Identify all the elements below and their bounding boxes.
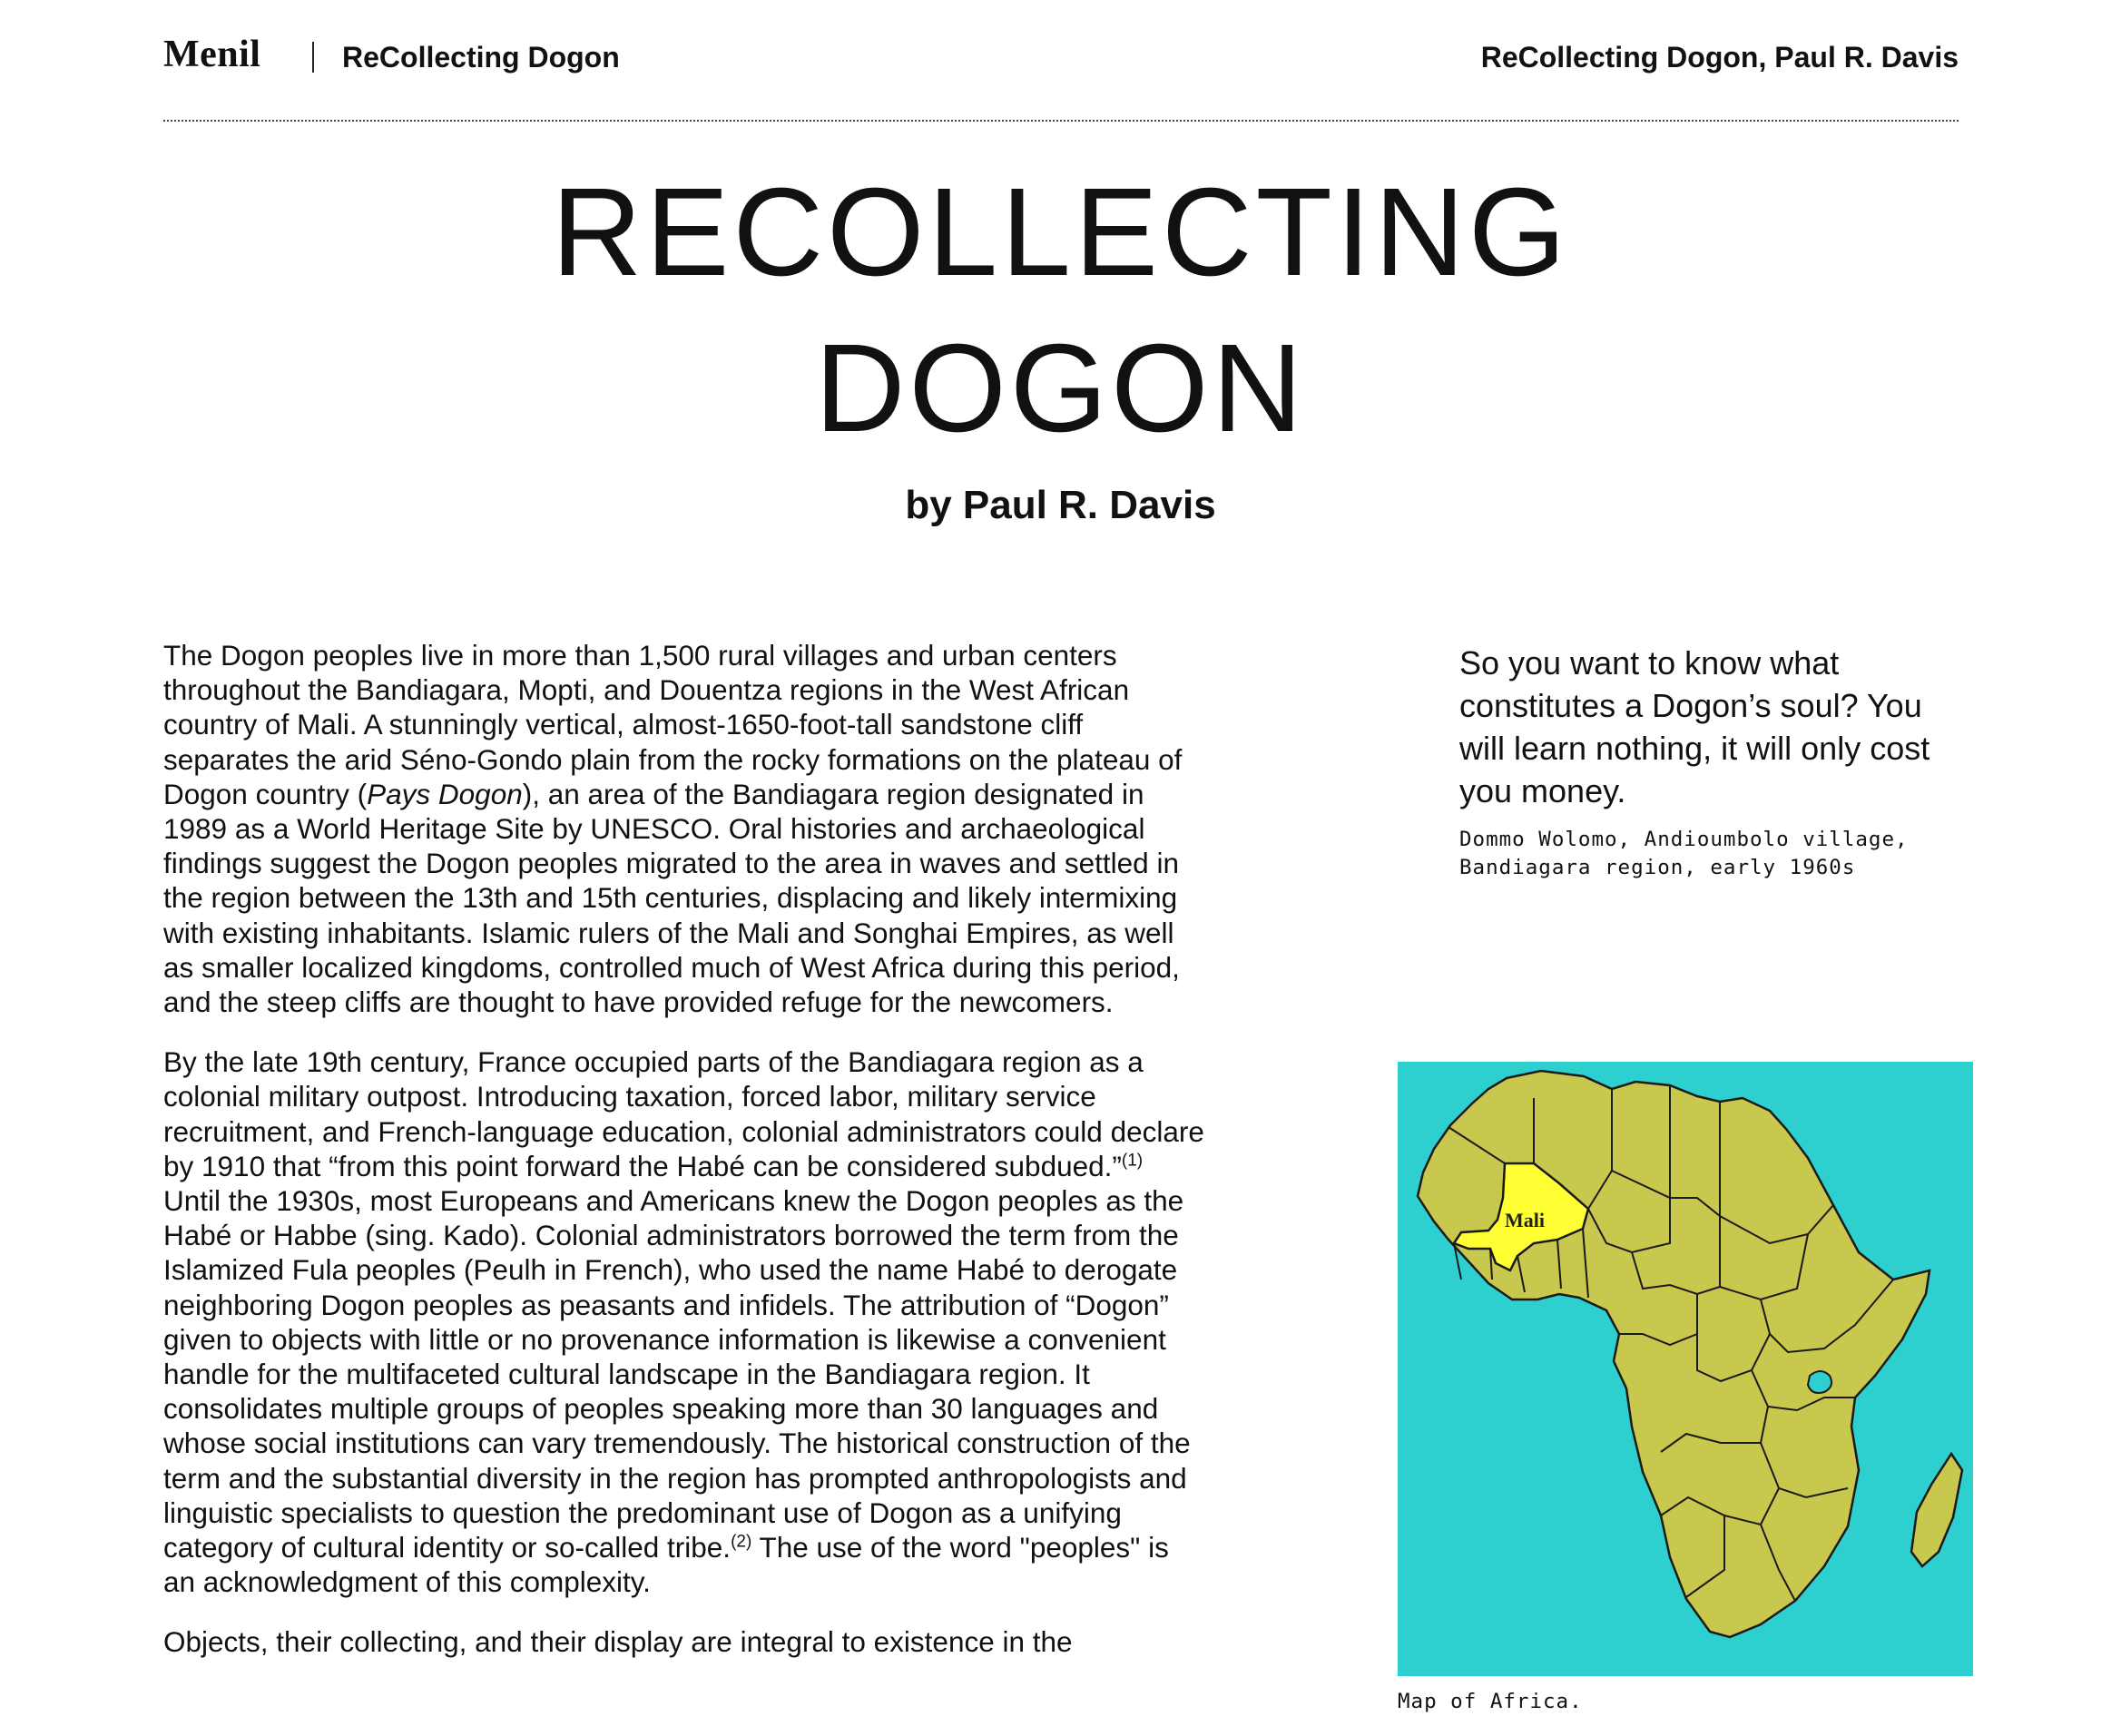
italic-term: Pays Dogon	[367, 777, 523, 810]
page-title	[0, 154, 2121, 466]
footnote-ref-1[interactable]: (1)	[1121, 1151, 1144, 1171]
breadcrumb-recollecting-dogon[interactable]: ReCollecting Dogon	[342, 41, 620, 74]
attribution-line: Bandiagara region, early 1960s	[1459, 856, 1856, 879]
attribution-line: Dommo Wolomo, Andioumbolo village,	[1459, 828, 1909, 851]
text-run: By the late 19th century, France occupied parts of the Bandiagara region as a colonial military outpost. Introducing taxation, forced labor, military service recruitment, and French-language education, colonial administrators could declare by 1910 that “from this point forward the Habé can be considered subdued.”	[163, 1045, 1204, 1182]
page-title-line2: DOGON	[814, 319, 1307, 458]
menil-logo-link[interactable]: Menil	[163, 34, 261, 75]
byline: by Paul R. Davis	[905, 483, 1216, 527]
africa-map	[1398, 1062, 1973, 1676]
text-run: The use of the word "peoples" is an acknowledgment of this complexity.	[163, 1531, 1169, 1599]
quote-attribution	[1459, 826, 1968, 882]
map-caption: Map of Africa.	[1398, 1690, 1583, 1713]
essay-paragraph	[163, 638, 1207, 1019]
essay-paragraph	[163, 1045, 1207, 1599]
site-header	[163, 33, 1959, 122]
mali-label: Mali	[1505, 1209, 1545, 1231]
pull-quote: So you want to know what constitutes a Dogon’s soul? You will learn nothing, it will only cost you money.	[1459, 644, 1930, 809]
essay-body	[163, 638, 1207, 1685]
lake-victoria	[1808, 1371, 1831, 1393]
madagascar	[1911, 1454, 1962, 1566]
essay-paragraph: Objects, their collecting, and their display are integral to existence in the	[163, 1625, 1073, 1659]
header-divider	[312, 42, 314, 73]
text-run: Until the 1930s, most Europeans and Americans knew the Dogon peoples as the Habé or Habbe (sing. Kado). Colonial administrators borrowed the term from the Islamized Fula peoples (Peulh in French), who used the name Habé to derogate neighboring Dogon peoples as peasants and infidels. The attribution of “Dogon” given to objects with little or no provenance information is likewise a convenient handle for the multifaceted cultural landscape in the Bandiagara region. It consolidates multiple groups of peoples speaking more than 30 languages and whose social institutions can vary tremendously. The historical construction of the term and the substantial diversity in the region has prompted anthropologists and linguistic specialists to question the predominant use of Dogon as a unifying category of cultural identity or so-called tribe.	[163, 1184, 1191, 1564]
page-title-line1: RECOLLECTING	[551, 162, 1570, 302]
header-essay-title: ReCollecting Dogon, Paul R. Davis	[1480, 41, 1959, 74]
text-run: ), an area of the Bandiagara region designated in 1989 as a World Heritage Site by UNESCO. Oral histories and archaeological findings suggest the Dogon peoples migrated to the area in waves and settled in the region between the 13th and 15th centuries, displacing and likely intermixing with existing inhabitants. Islamic rulers of the Mali and Songhai Empires, as well as smaller localized kingdoms, controlled much of West Africa during this period, and the steep cliffs are thought to have provided refuge for the newcomers.	[163, 777, 1180, 1019]
footnote-ref-2[interactable]: (2)	[731, 1532, 752, 1552]
text-run: The Dogon peoples live in more than 1,500 rural villages and urban centers throughout the Bandiagara, Mopti, and Douentza regions in the West African country of Mali. A stunningly vertical, almost-1650-foot-tall sandstone cliff separates the arid Séno-Gondo plain from the rocky formations on the plateau of Dogon country (	[163, 639, 1183, 810]
africa-map-graphic	[1398, 1062, 1973, 1676]
